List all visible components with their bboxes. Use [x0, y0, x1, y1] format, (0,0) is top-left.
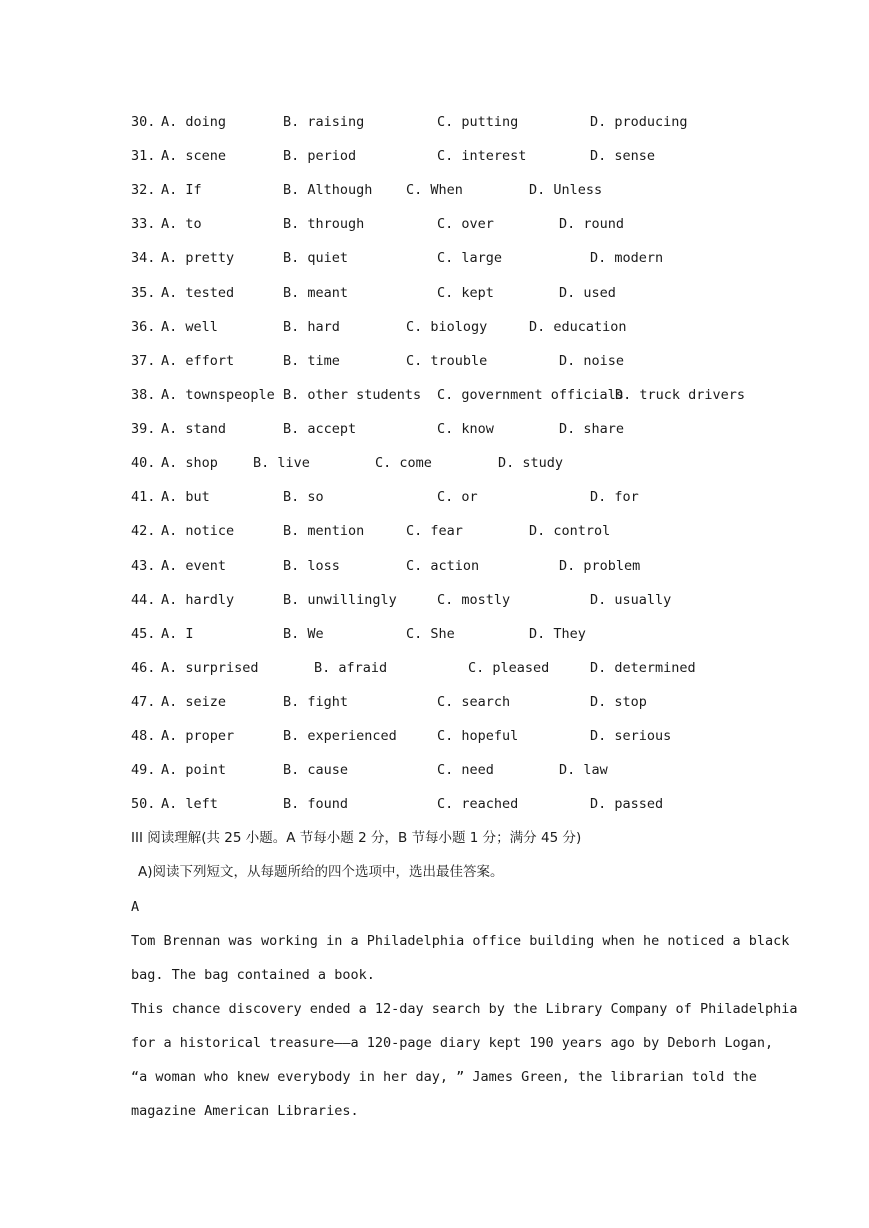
- option-d: D. share: [559, 421, 625, 437]
- option-c: C. government officials: [437, 387, 624, 403]
- option-a: A. I: [161, 626, 194, 642]
- question-number: 46.: [131, 660, 156, 676]
- option-d: D. study: [498, 455, 564, 471]
- option-a: A. surprised: [161, 660, 259, 676]
- question-number: 37.: [131, 353, 156, 369]
- option-d: D. Unless: [529, 182, 603, 198]
- option-c: C. large: [437, 250, 503, 266]
- option-a: A. pretty: [161, 250, 235, 266]
- option-b: B. meant: [283, 285, 349, 301]
- option-c: C. biology: [406, 319, 488, 335]
- option-c: C. trouble: [406, 353, 488, 369]
- option-c: C. mostly: [437, 592, 511, 608]
- question-number: 31.: [131, 148, 156, 164]
- option-b: B. mention: [283, 523, 365, 539]
- option-b: B. fight: [283, 694, 349, 710]
- option-b: B. afraid: [314, 660, 388, 676]
- passage-line: for a historical treasure——a 120-page diary kept 190 years ago by Deborh Logan,: [131, 1035, 774, 1051]
- option-a: A. scene: [161, 148, 227, 164]
- option-d: D. truck drivers: [615, 387, 746, 403]
- option-c: C. She: [406, 626, 455, 642]
- option-d: D. round: [559, 216, 625, 232]
- question-number: 38.: [131, 387, 156, 403]
- option-c: C. or: [437, 489, 478, 505]
- question-number: 36.: [131, 319, 156, 335]
- option-b: B. quiet: [283, 250, 349, 266]
- option-c: C. kept: [437, 285, 494, 301]
- option-d: D. passed: [590, 796, 664, 812]
- option-d: D. determined: [590, 660, 696, 676]
- option-b: B. so: [283, 489, 324, 505]
- option-b: B. Although: [283, 182, 373, 198]
- option-a: A. event: [161, 558, 227, 574]
- option-a: A. hardly: [161, 592, 235, 608]
- option-a: A. to: [161, 216, 202, 232]
- question-number: 49.: [131, 762, 156, 778]
- option-b: B. loss: [283, 558, 340, 574]
- option-c: C. over: [437, 216, 494, 232]
- question-number: 50.: [131, 796, 156, 812]
- option-d: D. problem: [559, 558, 641, 574]
- option-a: A. townspeople: [161, 387, 275, 403]
- option-c: C. putting: [437, 114, 519, 130]
- option-a: A. notice: [161, 523, 235, 539]
- option-d: D. used: [559, 285, 616, 301]
- question-number: 40.: [131, 455, 156, 471]
- option-c: C. come: [375, 455, 432, 471]
- option-a: A. If: [161, 182, 202, 198]
- option-a: A. left: [161, 796, 218, 812]
- section-heading: III 阅读理解(共 25 小题。A 节每小题 2 分，B 节每小题 1 分；满分 45 分): [131, 830, 582, 846]
- passage-line: Tom Brennan was working in a Philadelphia office building when he noticed a black: [131, 933, 790, 949]
- question-number: 44.: [131, 592, 156, 608]
- option-d: D. for: [590, 489, 639, 505]
- option-a: A. proper: [161, 728, 235, 744]
- question-number: 34.: [131, 250, 156, 266]
- option-b: B. raising: [283, 114, 365, 130]
- question-number: 47.: [131, 694, 156, 710]
- option-a: A. stand: [161, 421, 227, 437]
- option-d: D. sense: [590, 148, 656, 164]
- option-a: A. seize: [161, 694, 227, 710]
- passage-line: magazine American Libraries.: [131, 1103, 359, 1119]
- option-d: D. serious: [590, 728, 672, 744]
- option-c: C. hopeful: [437, 728, 519, 744]
- option-d: D. noise: [559, 353, 625, 369]
- option-b: B. hard: [283, 319, 340, 335]
- option-a: A. well: [161, 319, 218, 335]
- option-a: A. tested: [161, 285, 235, 301]
- option-a: A. point: [161, 762, 227, 778]
- option-b: B. through: [283, 216, 365, 232]
- option-c: C. search: [437, 694, 511, 710]
- option-b: B. live: [253, 455, 310, 471]
- passage-line: “a woman who knew everybody in her day, ” James Green, the librarian told the: [131, 1069, 757, 1085]
- passage-line: bag. The bag contained a book.: [131, 967, 375, 983]
- question-number: 32.: [131, 182, 156, 198]
- question-number: 35.: [131, 285, 156, 301]
- question-number: 41.: [131, 489, 156, 505]
- option-d: D. control: [529, 523, 611, 539]
- option-d: D. education: [529, 319, 627, 335]
- passage-line: This chance discovery ended a 12-day search by the Library Company of Philadelphia: [131, 1001, 798, 1017]
- option-c: C. reached: [437, 796, 519, 812]
- option-b: B. accept: [283, 421, 357, 437]
- question-number: 30.: [131, 114, 156, 130]
- option-b: B. We: [283, 626, 324, 642]
- question-number: 42.: [131, 523, 156, 539]
- option-a: A. doing: [161, 114, 227, 130]
- question-number: 39.: [131, 421, 156, 437]
- passage-label: A: [131, 899, 140, 915]
- option-d: D. law: [559, 762, 608, 778]
- question-number: 33.: [131, 216, 156, 232]
- option-b: B. cause: [283, 762, 349, 778]
- option-b: B. period: [283, 148, 357, 164]
- option-b: B. experienced: [283, 728, 397, 744]
- question-number: 43.: [131, 558, 156, 574]
- option-c: C. pleased: [468, 660, 550, 676]
- option-c: C. interest: [437, 148, 527, 164]
- option-d: D. modern: [590, 250, 664, 266]
- option-c: C. know: [437, 421, 494, 437]
- option-c: C. need: [437, 762, 494, 778]
- question-number: 45.: [131, 626, 156, 642]
- option-a: A. effort: [161, 353, 235, 369]
- option-b: B. unwillingly: [283, 592, 397, 608]
- option-d: D. producing: [590, 114, 688, 130]
- option-a: A. shop: [161, 455, 218, 471]
- option-c: C. fear: [406, 523, 463, 539]
- option-d: D. stop: [590, 694, 647, 710]
- option-b: B. found: [283, 796, 349, 812]
- section-instruction: A)阅读下列短文，从每题所给的四个选项中，选出最佳答案。: [138, 864, 504, 880]
- option-d: D. usually: [590, 592, 672, 608]
- option-b: B. time: [283, 353, 340, 369]
- option-b: B. other students: [283, 387, 422, 403]
- option-a: A. but: [161, 489, 210, 505]
- option-c: C. When: [406, 182, 463, 198]
- option-d: D. They: [529, 626, 586, 642]
- question-number: 48.: [131, 728, 156, 744]
- option-c: C. action: [406, 558, 480, 574]
